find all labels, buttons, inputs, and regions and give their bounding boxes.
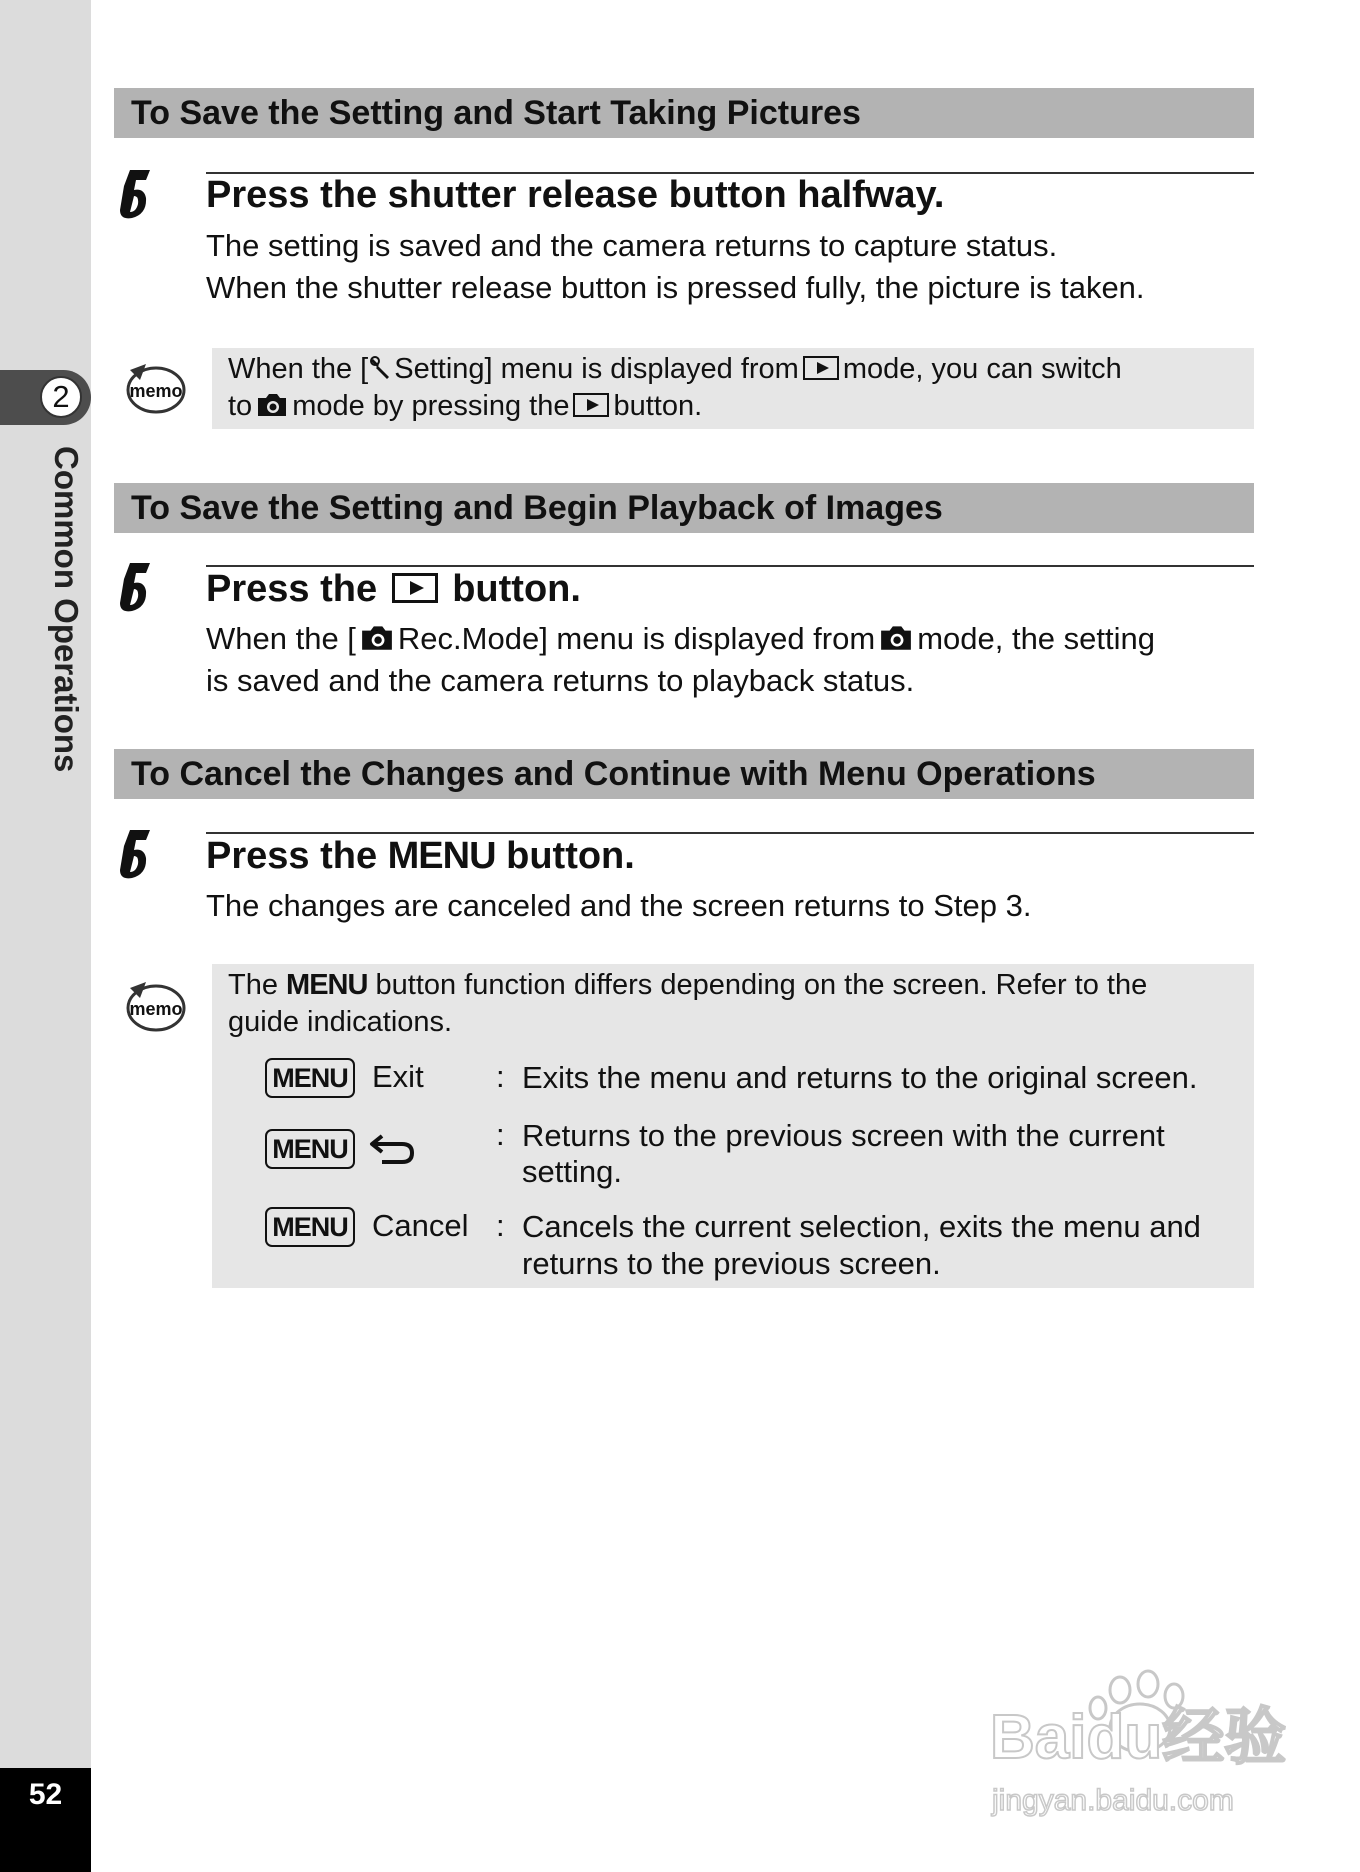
step-arrow-icon	[116, 559, 156, 615]
side-strip	[0, 0, 91, 1872]
camera-icon	[256, 392, 288, 418]
guide-desc: Exits the menu and returns to the original screen.	[522, 1060, 1198, 1095]
step-body-line: The changes are canceled and the screen returns to Step 3.	[206, 888, 1032, 923]
memo-line: When the [ Setting] menu is displayed from mode, you can switch	[228, 353, 1122, 385]
section-header-save-capture: To Save the Setting and Start Taking Pictures	[114, 88, 1254, 138]
camera-icon	[879, 624, 913, 652]
step-arrow-icon	[116, 826, 156, 882]
guide-desc: Cancels the current selection, exits the menu and	[522, 1209, 1201, 1244]
guide-desc: Returns to the previous screen with the current	[522, 1118, 1165, 1153]
step-body-line: When the [ Rec.Mode] menu is displayed from mode, the setting	[206, 621, 1156, 656]
chapter-title: Common Operations	[48, 446, 85, 773]
step-arrow-icon	[116, 166, 156, 222]
svg-text:jingyan.baidu.com: jingyan.baidu.com	[992, 1784, 1234, 1817]
playback-icon	[392, 573, 438, 603]
guide-label-cancel: Cancel	[372, 1208, 469, 1243]
guide-colon: :	[496, 1117, 505, 1152]
svg-text:Baidu经验: Baidu经验	[990, 1703, 1287, 1772]
menu-key-badge: MENU	[265, 1207, 355, 1247]
step-title: Press the button.	[206, 568, 581, 610]
guide-colon: :	[496, 1059, 505, 1094]
camera-icon	[360, 624, 394, 652]
playback-icon	[573, 393, 609, 417]
step-body-line: The setting is saved and the camera returns to capture status.	[206, 228, 1058, 263]
guide-desc: setting.	[522, 1154, 622, 1189]
guide-desc: returns to the previous screen.	[522, 1246, 941, 1281]
memo-line: guide indications.	[228, 1006, 453, 1038]
step-body-line: is saved and the camera returns to playback status.	[206, 663, 915, 698]
memo-icon	[116, 356, 188, 416]
page-number: 52	[28, 1778, 63, 1811]
memo-line: The MENU button function differs depending on the screen. Refer to the	[228, 969, 1148, 1001]
guide-colon: :	[496, 1208, 505, 1243]
section-header-cancel: To Cancel the Changes and Continue with Menu Operations	[114, 749, 1254, 799]
svg-text:memo: memo	[129, 999, 183, 1019]
step-title: Press the MENU button.	[206, 835, 635, 877]
baidu-watermark	[970, 1668, 1290, 1828]
playback-icon	[803, 356, 839, 380]
step-rule	[206, 832, 1254, 834]
step-body-line: When the shutter release button is pressed fully, the picture is taken.	[206, 270, 1145, 305]
svg-text:memo: memo	[129, 381, 183, 401]
wrench-icon	[370, 356, 392, 380]
step-rule	[206, 565, 1254, 567]
memo-icon	[116, 974, 188, 1034]
chapter-number: 2	[40, 376, 82, 418]
menu-key-badge: MENU	[265, 1129, 355, 1169]
return-arrow-icon	[368, 1130, 418, 1166]
menu-key-badge: MENU	[265, 1058, 355, 1098]
section-header-save-playback: To Save the Setting and Begin Playback of Images	[114, 483, 1254, 533]
memo-line: to mode by pressing the button.	[228, 390, 703, 422]
guide-label-exit: Exit	[372, 1059, 424, 1094]
step-title: Press the shutter release button halfway.	[206, 174, 945, 216]
